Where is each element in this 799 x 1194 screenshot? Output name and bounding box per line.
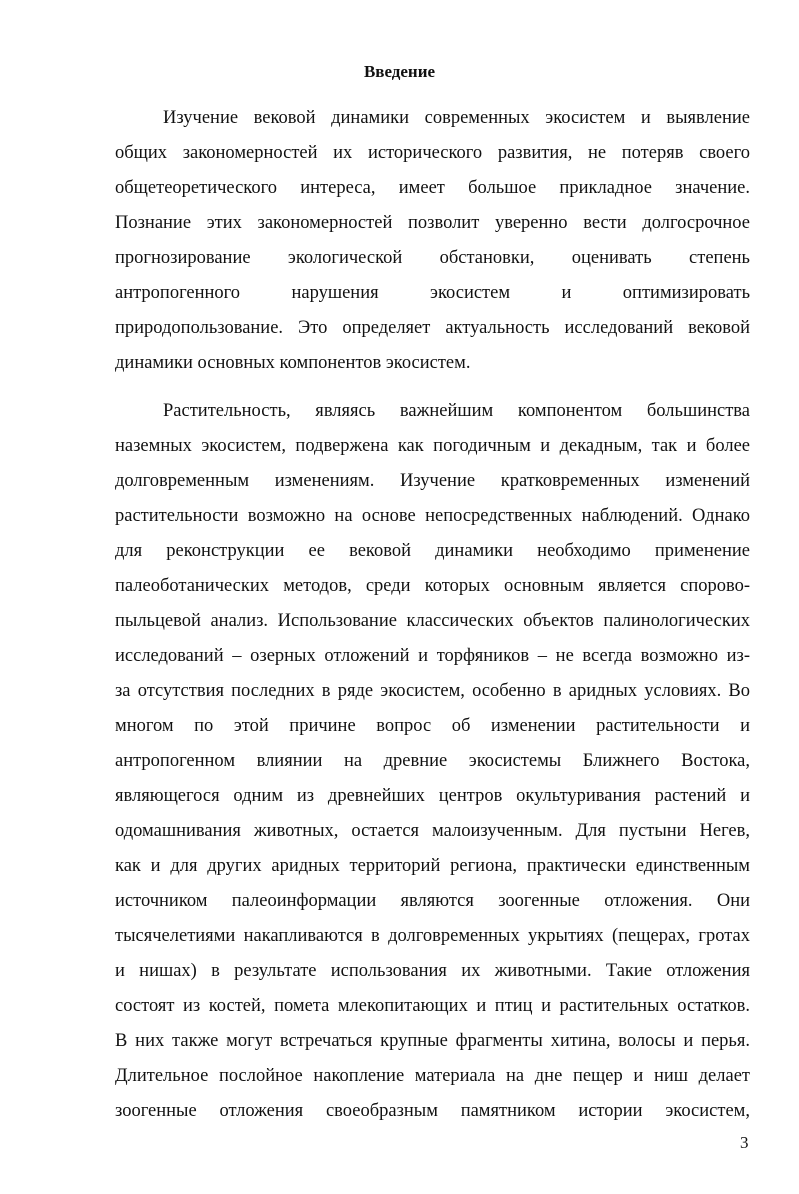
- text-line: и нишах) в результате использования их животными. Такие отложения: [115, 961, 750, 981]
- text-line: многом по этой причине вопрос об изменении растительности и: [115, 716, 750, 736]
- text-line: прогнозирование экологической обстановки, оценивать степень: [115, 248, 750, 268]
- text-line: Растительность, являясь важнейшим компонентом большинства: [163, 401, 750, 421]
- text-line: источником палеоинформации являются зоогенные отложения. Они: [115, 891, 750, 911]
- text-line: В них также могут встречаться крупные фрагменты хитина, волосы и перья.: [115, 1031, 750, 1051]
- text-line: одомашнивания животных, остается малоизученным. Для пустыни Негев,: [115, 821, 750, 841]
- text-line: динамики основных компонентов экосистем.: [115, 353, 471, 373]
- text-line: растительности возможно на основе непосредственных наблюдений. Однако: [115, 506, 750, 526]
- text-line: исследований – озерных отложений и торфяников – не всегда возможно из-: [115, 646, 750, 666]
- page-number: 3: [740, 1133, 749, 1152]
- text-line: пыльцевой анализ. Использование классических объектов палинологических: [115, 611, 750, 631]
- text-line: общих закономерностей их исторического развития, не потеряв своего: [115, 143, 750, 163]
- text-line: зоогенные отложения своеобразным памятником истории экосистем,: [115, 1101, 750, 1121]
- text-line: как и для других аридных территорий региона, практически единственным: [115, 856, 750, 876]
- text-line: наземных экосистем, подвержена как погодичным и декадным, так и более: [115, 436, 750, 456]
- text-line: Изучение вековой динамики современных экосистем и выявление: [163, 108, 750, 128]
- text-line: тысячелетиями накапливаются в долговременных укрытиях (пещерах, гротах: [115, 926, 750, 946]
- page-title: Введение: [363, 62, 436, 81]
- text-line: Познание этих закономерностей позволит уверенно вести долгосрочное: [115, 213, 750, 233]
- text-line: антропогенном влиянии на древние экосистемы Ближнего Востока,: [115, 751, 750, 771]
- text-line: Длительное послойное накопление материала на дне пещер и ниш делает: [115, 1066, 750, 1086]
- text-line: природопользование. Это определяет актуальность исследований вековой: [115, 318, 750, 338]
- text-line: антропогенного нарушения экосистем и оптимизировать: [115, 283, 750, 303]
- text-line: для реконструкции ее вековой динамики необходимо применение: [115, 541, 750, 561]
- text-line: являющегося одним из древнейших центров окультуривания растений и: [115, 786, 750, 806]
- text-line: за отсутствия последних в ряде экосистем, особенно в аридных условиях. Во: [115, 681, 750, 701]
- text-line: долговременным изменениям. Изучение кратковременных изменений: [115, 471, 750, 491]
- text-line: общетеоретического интереса, имеет большое прикладное значение.: [115, 178, 750, 198]
- text-line: состоят из костей, помета млекопитающих и птиц и растительных остатков.: [115, 996, 750, 1016]
- text-line: палеоботанических методов, среди которых основным является спорово-: [115, 576, 750, 596]
